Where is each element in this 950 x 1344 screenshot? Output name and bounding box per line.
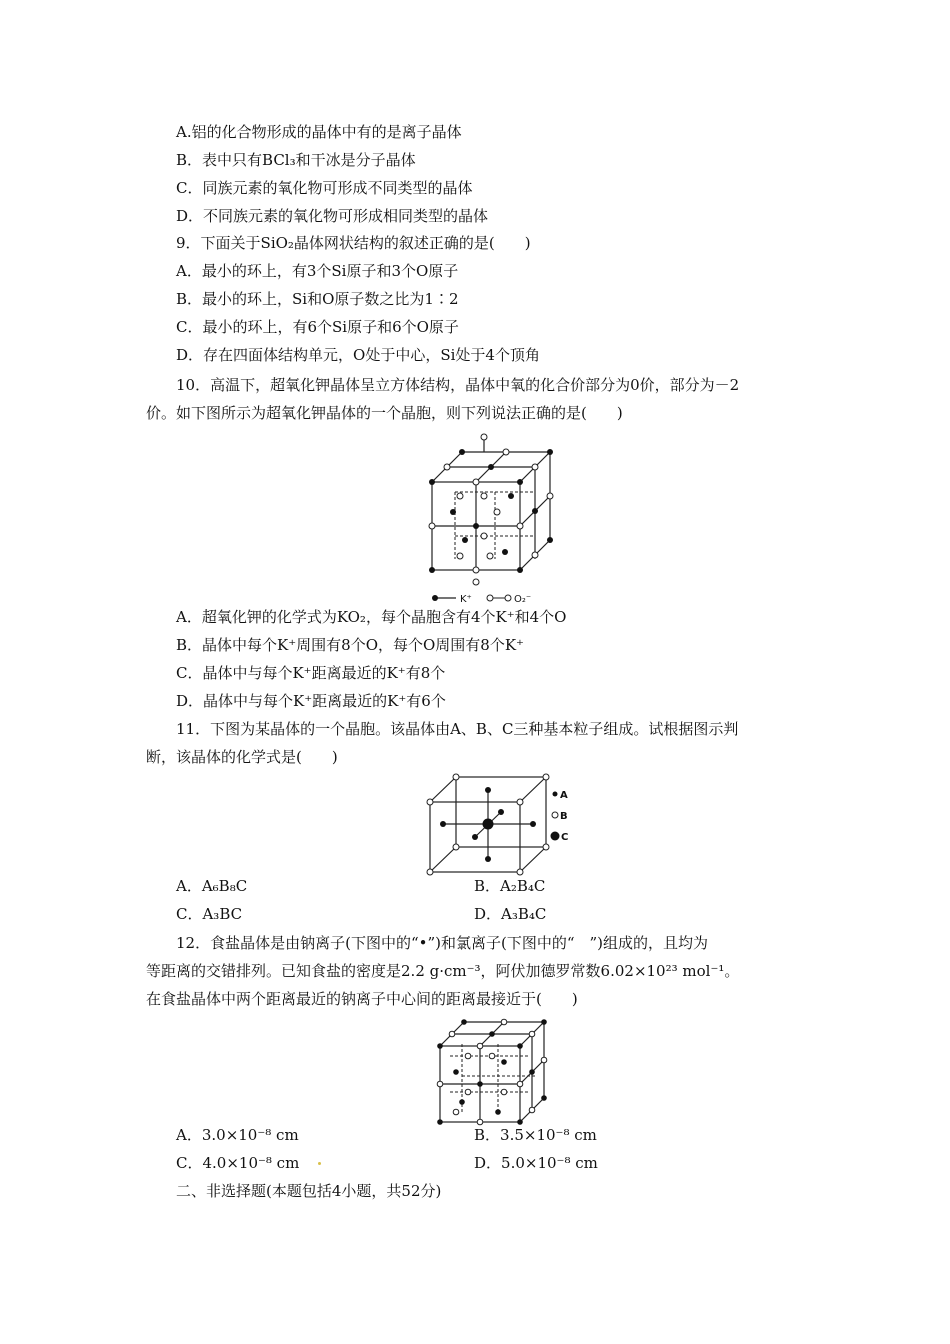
q12-option-c: C．4.0×10⁻⁸ cm (176, 1154, 300, 1172)
q12-stem-line3: 在食盐晶体中两个距离最近的钠离子中心间的距离最接近于( ) (146, 990, 578, 1008)
q11-stem-line2: 断，该晶体的化学式是( ) (146, 748, 338, 766)
q9-option-c: C．最小的环上，有6个Si原子和6个O原子 (176, 318, 459, 336)
q12-option-a: A．3.0×10⁻⁸ cm (176, 1126, 299, 1144)
legend-c-label: C (561, 832, 568, 843)
legend-a-label: A (560, 790, 568, 801)
q9-stem: 9．下面关于SiO₂晶体网状结构的叙述正确的是( ) (176, 234, 531, 252)
q11-option-d: D．A₃B₄C (474, 905, 547, 923)
q10-stem-line2: 价。如下图所示为超氧化钾晶体的一个晶胞，则下列说法正确的是( ) (146, 404, 623, 422)
q12-option-d: D．5.0×10⁻⁸ cm (474, 1154, 598, 1172)
q11-stem-line1: 11．下图为某晶体的一个晶胞。该晶体由A、B、C三种基本粒子组成。试根据图示判 (176, 720, 739, 738)
ko2-unit-cell-figure (420, 432, 570, 607)
q11-option-c: C．A₃BC (176, 905, 243, 923)
q8-option-b: B．表中只有BCl₃和干冰是分子晶体 (176, 151, 416, 169)
q10-option-d: D．晶体中与每个K⁺距离最近的K⁺有6个 (176, 692, 446, 710)
q9-option-b: B．最小的环上，Si和O原子数之比为1∶2 (176, 290, 459, 308)
q12-option-b: B．3.5×10⁻⁸ cm (474, 1126, 597, 1144)
q8-option-d: D．不同族元素的氧化物可形成相同类型的晶体 (176, 207, 489, 225)
q8-option-a: A.铝的化合物形成的晶体中有的是离子晶体 (176, 123, 462, 141)
legend-k-label: K⁺ (460, 594, 472, 605)
q10-option-b: B．晶体中每个K⁺周围有8个O，每个O周围有8个K⁺ (176, 636, 524, 654)
legend-o2-label: O₂⁻ (514, 594, 532, 605)
section2-heading: 二、非选择题(本题包括4小题，共52分) (176, 1182, 442, 1200)
q10-option-a: A．超氧化钾的化学式为KO₂，每个晶胞含有4个K⁺和4个O (176, 608, 567, 626)
q9-option-d: D．存在四面体结构单元，O处于中心，Si处于4个顶角 (176, 346, 540, 364)
q11-option-a: A．A₆B₈C (176, 877, 248, 895)
stray-mark (318, 1162, 321, 1165)
q8-option-c: C．同族元素的氧化物可形成不同类型的晶体 (176, 179, 473, 197)
abc-unit-cell-figure (418, 772, 568, 877)
nacl-unit-cell-figure (432, 1016, 552, 1126)
q12-stem-line2: 等距离的交错排列。已知食盐的密度是2.2 g·cm⁻³，阿伏加德罗常数6.02×10²³ mol⁻¹。 (146, 962, 740, 980)
q11-option-b: B．A₂B₄C (474, 877, 546, 895)
q9-option-a: A．最小的环上，有3个Si原子和3个O原子 (176, 262, 459, 280)
legend-b-label: B (560, 811, 568, 822)
q10-option-c: C．晶体中与每个K⁺距离最近的K⁺有8个 (176, 664, 446, 682)
q12-stem-line1: 12．食盐晶体是由钠离子(下图中的“•”)和氯离子(下图中的“ ”)组成的，且均为 (176, 934, 709, 952)
q10-stem-line1: 10．高温下，超氧化钾晶体呈立方体结构，晶体中氧的化合价部分为0价，部分为－2 (176, 376, 740, 394)
